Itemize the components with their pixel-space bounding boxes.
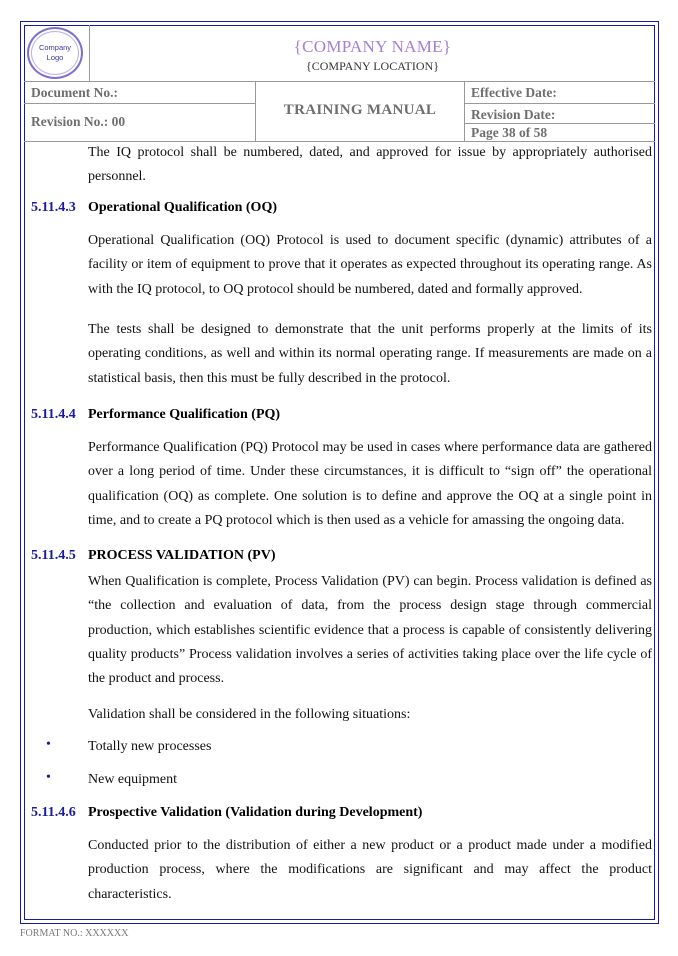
document-no-label: Document No.:: [31, 85, 118, 100]
document-numbers-cell: [24, 82, 256, 141]
paragraph: Performance Qualification (PQ) Protocol may be used in cases where performance data are gathered over a long period of time. Under these circumstances, it is difficult to “sign off” the operational qualification (OQ) as complete. One solution is to define and approve the OQ at a single point in time, and to create a PQ protocol which is then used as a vehicle for amassing the ongoing data.: [88, 440, 652, 528]
section-number: 5.11.4.4: [31, 407, 76, 422]
section-number: 5.11.4.3: [31, 200, 76, 215]
format-number: FORMAT NO.: XXXXXX: [20, 928, 129, 939]
section-number: 5.11.4.5: [31, 548, 76, 563]
logo-text-line1: Company: [38, 43, 72, 52]
section-title: PROCESS VALIDATION (PV): [88, 548, 276, 563]
bullet-dot: •: [46, 770, 51, 785]
paragraph: When Qualification is complete, Process Validation (PV) can begin. Process validation is defined as “the collection and evaluation of data, from the process design stage through commercial production, which establishes scientific evidence that a process is capable of consistently delivering quality products” Process validation involves a series of activities taking place over the life cycle of the product and process.: [88, 574, 652, 687]
revision-no-label: Revision No.: 00: [31, 114, 126, 129]
document-info-row: [24, 82, 655, 141]
company-header-cell: [90, 25, 655, 82]
intro-paragraph: The IQ protocol shall be numbered, dated, and approved for issue by appropriately authorised personnel.: [88, 145, 652, 185]
section-title: Performance Qualification (PQ): [88, 407, 281, 422]
paragraph: Validation shall be considered in the following situations:: [88, 707, 411, 722]
document-title: TRAINING MANUAL: [283, 102, 437, 118]
paragraph: Operational Qualification (OQ) Protocol is used to document specific (dynamic) attributes of a facility or item of equipment to prove that it operates as expected throughout its operating range. As with the IQ protocol, to OQ protocol should be numbered, dated and formally approved.: [88, 233, 652, 297]
dates-cell: [465, 82, 655, 141]
bullet-dot: •: [46, 737, 51, 752]
section-title: Prospective Validation (Validation during Development): [88, 805, 423, 820]
logo-text-line2: Logo: [46, 53, 64, 62]
paragraph: Conducted prior to the distribution of either a new product or a product made under a modified production process, where the modifications are significant and may affect the product characteristics.: [88, 838, 652, 902]
paragraph: The tests shall be designed to demonstrate that the unit performs properly at the limits of its operating conditions, as well and within its normal operating range. If measurements are made on a statistical basis, then this must be fully described in the protocol.: [88, 322, 652, 386]
section-number: 5.11.4.6: [31, 805, 76, 820]
section-title: Operational Qualification (OQ): [88, 200, 277, 215]
logo-cell: [24, 25, 90, 82]
company-name: {COMPANY NAME}: [293, 37, 452, 56]
company-location: {COMPANY LOCATION}: [306, 59, 439, 73]
page-number: Page 38 of 58: [471, 125, 548, 140]
company-logo: [27, 27, 83, 79]
revision-date-label: Revision Date:: [471, 107, 556, 122]
list-item: Totally new processes: [88, 739, 212, 754]
effective-date-label: Effective Date:: [471, 85, 557, 100]
document-title-cell: [256, 82, 465, 141]
list-item: New equipment: [88, 772, 178, 787]
